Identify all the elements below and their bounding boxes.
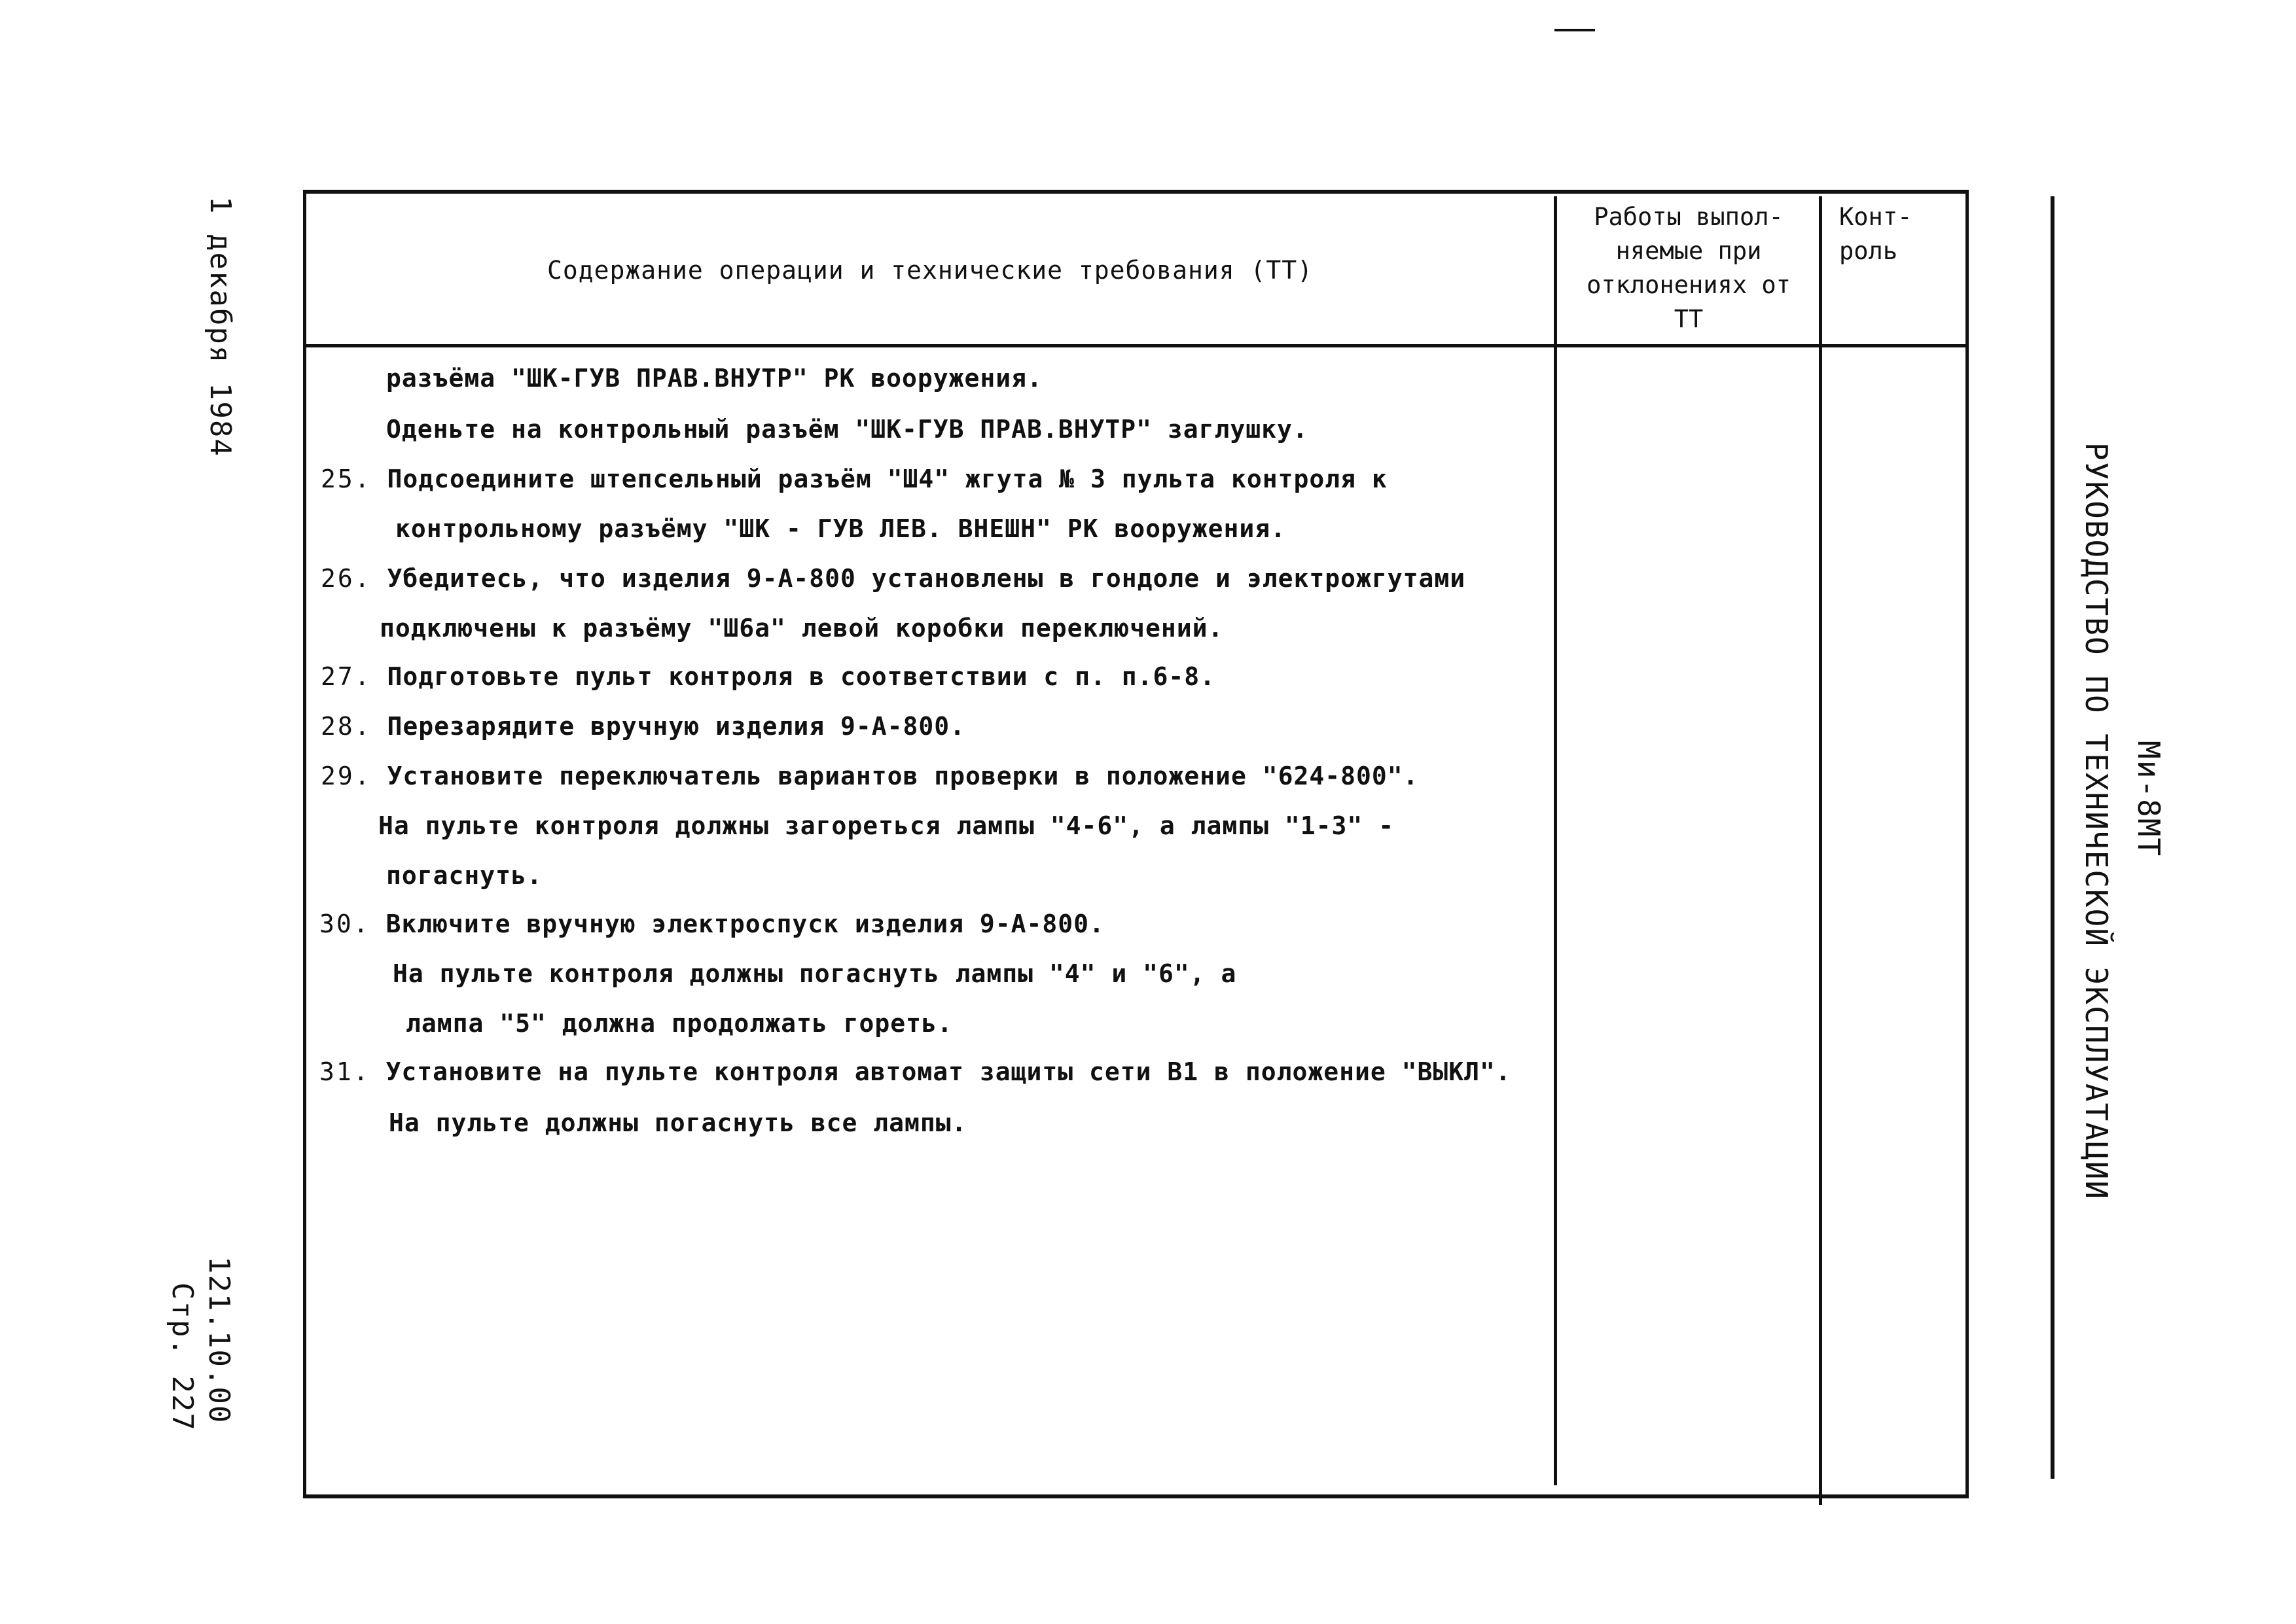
header-control-line: роль [1839,237,1898,265]
operation-line [319,909,1105,938]
operation-line [389,1108,967,1137]
issue-date: 1 декабря 1984 [204,196,237,457]
operation-line [386,861,543,890]
header-work-line: ТТ [1674,305,1704,333]
step-number: 31. [319,1057,370,1086]
operation-line [395,514,1286,543]
step-number: 29. [321,762,372,790]
header-operation-content: Содержание операции и технические требования (ТТ) [547,256,1314,285]
operation-text: подключены к разъёму "Ш6а" левой коробки переключений. [380,614,1224,643]
header-control-line: Конт- [1839,203,1912,231]
operation-line [321,465,1388,493]
operation-line [378,811,1394,840]
doc-code: 121.10.00 [202,1256,236,1424]
operation-text: Включите вручную электроспуск изделия 9-А-800. [386,909,1105,938]
operation-text: Перезарядите вручную изделия 9-А-800. [387,712,966,741]
operation-line [393,959,1236,988]
operation-line [321,662,1215,691]
operation-line [319,1057,1511,1086]
operation-text: лампа "5" должна продолжать гореть. [406,1009,953,1038]
right-margin-rule [2051,196,2054,1479]
operation-line [321,712,965,741]
operation-text: Подсоедините штепсельный разъём "Ш4" жгута № 3 пульта контроля к [387,465,1388,493]
step-number: 26. [321,564,372,593]
operation-text: Установите переключатель вариантов проверки в положение "624-800". [387,762,1419,790]
operation-text: На пульте должны погаснуть все лампы. [389,1108,967,1137]
step-number: 25. [321,465,372,493]
operation-line [406,1009,953,1038]
step-number: 28. [321,712,372,741]
operation-text: На пульте контроля должны погаснуть лампы "4" и "6", а [393,959,1237,988]
operation-text: Подготовьте пульт контроля в соответствии с п. п.6-8. [387,662,1216,691]
manual-title: РУКОВОДСТВО ПО ТЕХНИЧЕСКОЙ ЭКСПЛУАТАЦИИ [2079,442,2114,1201]
operation-text: Оденьте на контрольный разъём "ШК-ГУВ ПРАВ.ВНУТР" заглушку. [386,415,1308,444]
operation-line [386,415,1308,444]
operation-text: Убедитесь, что изделия 9-А-800 установлены в гондоле и электрожгутами [387,564,1466,593]
page-number: Стр. 227 [166,1282,199,1432]
operation-text: разъёма "ШК-ГУВ ПРАВ.ВНУТР" РК вооружения. [386,364,1043,393]
step-number: 30. [319,909,370,938]
operation-text: контрольному разъёму "ШК - ГУВ ЛЕВ. ВНЕШН" РК вооружения. [395,514,1287,543]
operation-text: погаснуть. [386,861,543,890]
header-work-line: Работы выпол- [1594,203,1784,231]
header-work-line: отклонениях от [1587,271,1791,299]
operation-line [321,564,1465,593]
step-number: 27. [321,662,372,691]
operation-line [380,614,1223,643]
operation-text: Установите на пульте контроля автомат защиты сети В1 в положение "ВЫКЛ". [386,1057,1511,1086]
operation-line [321,762,1418,790]
header-work-line: няемые при [1615,237,1762,265]
operation-line [386,364,1043,393]
operation-text: На пульте контроля должны загореться лампы "4-6", а лампы "1-3" - [378,811,1395,840]
aircraft-model: Ми-8МТ [2131,741,2166,858]
